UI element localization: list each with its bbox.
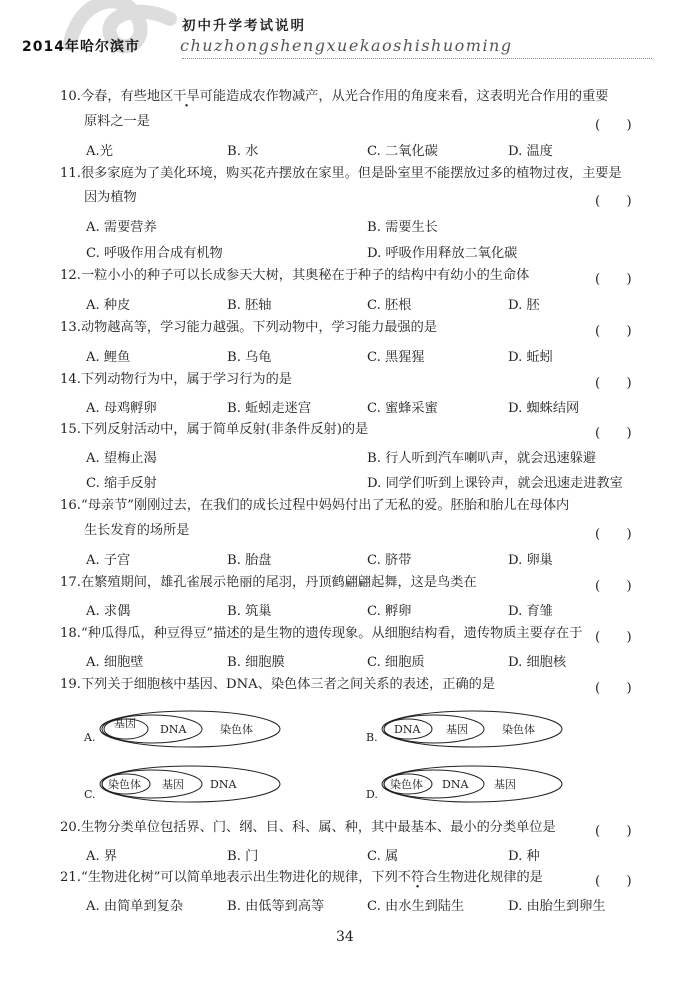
question-10-line2: 原料之一是 (84, 114, 150, 129)
question-20: 20.生物分类单位包括界、门、纲、目、科、属、种，其中最基本、最小的分类单位是 (60, 820, 556, 835)
option[interactable]: A. 求偶 (86, 604, 131, 619)
option[interactable]: C. 细胞质 (367, 655, 425, 670)
answer-paren[interactable]: ( ) (595, 194, 632, 209)
option[interactable]: B. 水 (227, 144, 259, 159)
option[interactable]: D. 蚯蚓 (508, 350, 553, 365)
header-year: 2014年哈尔滨市 (22, 39, 140, 55)
answer-paren[interactable]: ( ) (595, 681, 632, 696)
option[interactable]: A. 鲤鱼 (86, 350, 131, 365)
option[interactable]: B. 乌龟 (227, 350, 272, 365)
option[interactable]: B. 细胞膜 (227, 655, 285, 670)
option[interactable]: D. 呼吸作用释放二氧化碳 (367, 246, 518, 261)
question-13: 13.动物越高等，学习能力越强。下列动物中，学习能力最强的是 (60, 320, 438, 335)
venn-mid: DNA (160, 723, 187, 736)
option[interactable]: D. 细胞核 (508, 655, 567, 670)
answer-paren[interactable]: ( ) (595, 426, 632, 441)
answer-paren[interactable]: ( ) (595, 272, 632, 287)
option[interactable]: C. 黑猩猩 (367, 350, 425, 365)
question-12: 12.一粒小小的种子可以长成参天大树，其奥秘在于种子的结构中有幼小的生命体 (60, 268, 530, 283)
option[interactable]: B. 胚轴 (227, 298, 272, 313)
question-19: 19.下列关于细胞核中基因、DNA、染色体三者之间关系的表述，正确的是 (60, 677, 496, 692)
header-divider (182, 58, 652, 59)
option[interactable]: B. 行人听到汽车喇叭声，就会迅速躲避 (367, 451, 597, 466)
option[interactable]: C. 二氧化碳 (367, 144, 438, 159)
option[interactable]: A. 需要营养 (86, 220, 157, 235)
answer-paren[interactable]: ( ) (595, 376, 632, 391)
venn-mid: 基因 (162, 778, 184, 791)
option[interactable]: A. 界 (86, 849, 118, 864)
option-label: D. (366, 788, 378, 801)
option[interactable]: D. 种 (508, 849, 540, 864)
option[interactable]: B. 门 (227, 849, 259, 864)
option[interactable]: C. 孵卵 (367, 604, 412, 619)
option[interactable]: D. 由胎生到卵生 (508, 899, 606, 914)
question-16: 16.“母亲节”刚刚过去，在我们的成长过程中妈妈付出了无私的爱。胚胎和胎儿在母体内 (60, 498, 570, 513)
option[interactable]: A. 母鸡孵卵 (86, 401, 157, 416)
answer-paren[interactable]: ( ) (595, 874, 632, 889)
header-pinyin: chuzhongshengxuekaoshishuoming (180, 36, 513, 55)
answer-paren[interactable]: ( ) (595, 118, 632, 133)
page-number: 34 (336, 929, 354, 945)
venn-option-a[interactable] (80, 705, 340, 755)
question-18: 18.“种瓜得瓜，种豆得豆”描述的是生物的遗传现象。从细胞结构看，遗传物质主要存在于 (60, 626, 583, 641)
question-17: 17.在繁殖期间，雄孔雀展示艳丽的尾羽，丹顶鹤翩翩起舞，这是鸟类在 (60, 575, 477, 590)
option[interactable]: D. 胚 (508, 298, 540, 313)
venn-option-b[interactable] (362, 705, 622, 755)
option-label: B. (366, 731, 378, 744)
answer-paren[interactable]: ( ) (595, 527, 632, 542)
answer-paren[interactable]: ( ) (595, 579, 632, 594)
venn-inner: 基因 (114, 717, 136, 730)
question-10: 10.今春，有些地区干旱可能造成农作物减产，从光合作用的角度来看，这表明光合作用的重要 (60, 89, 609, 104)
option[interactable]: C. 由水生到陆生 (367, 899, 465, 914)
option[interactable]: C. 脐带 (367, 553, 412, 568)
question-16-line2: 生长发育的场所是 (84, 523, 190, 538)
answer-paren[interactable]: ( ) (595, 324, 632, 339)
option[interactable]: D. 蜘蛛结网 (508, 401, 580, 416)
option[interactable]: B. 筑巢 (227, 604, 272, 619)
option[interactable]: B. 胎盘 (227, 553, 272, 568)
venn-outer: 染色体 (502, 723, 535, 736)
venn-inner: 染色体 (108, 778, 141, 791)
venn-option-c[interactable] (80, 760, 340, 810)
option[interactable]: D. 卵巢 (508, 553, 553, 568)
answer-paren[interactable]: ( ) (595, 630, 632, 645)
option-label: A. (84, 731, 96, 744)
option[interactable]: A. 种皮 (86, 298, 131, 313)
emphasis-text: 不符合 (397, 870, 438, 885)
option[interactable]: D. 同学们听到上课铃声，就会迅速走进教室 (367, 476, 623, 491)
question-15: 15.下列反射活动中，属于简单反射(非条件反射)的是 (60, 422, 369, 437)
header-title: 初中升学考试说明 (182, 18, 306, 34)
option[interactable]: C. 呼吸作用合成有机物 (86, 246, 223, 261)
venn-outer: 染色体 (220, 723, 253, 736)
page-header (0, 0, 700, 72)
venn-outer: 基因 (494, 778, 516, 791)
option[interactable]: D. 温度 (508, 144, 553, 159)
option[interactable]: C. 胚根 (367, 298, 412, 313)
question-11: 11.很多家庭为了美化环境，购买花卉摆放在家里。但是卧室里不能摆放过多的植物过夜，主要是 (60, 166, 622, 181)
question-21: 21.“生物进化树”可以简单地表示出生物进化的规律，下列不符合生物进化规律的是 (60, 870, 543, 885)
venn-inner: DNA (394, 723, 421, 736)
question-11-line2: 因为植物 (84, 190, 137, 205)
venn-outer: DNA (210, 778, 237, 791)
question-14: 14.下列动物行为中，属于学习行为的是 (60, 372, 292, 387)
option[interactable]: C. 蜜蜂采蜜 (367, 401, 438, 416)
option[interactable]: D. 育雏 (508, 604, 553, 619)
option[interactable]: B. 由低等到高等 (227, 899, 325, 914)
option[interactable]: A. 由简单到复杂 (86, 899, 184, 914)
option[interactable]: A.光 (86, 144, 113, 159)
option[interactable]: B. 需要生长 (367, 220, 438, 235)
venn-option-d[interactable] (362, 760, 622, 810)
option[interactable]: C. 属 (367, 849, 399, 864)
venn-mid: 基因 (446, 723, 468, 736)
option[interactable]: A. 子宫 (86, 553, 131, 568)
option[interactable]: B. 蚯蚓走迷宫 (227, 401, 312, 416)
venn-inner: 染色体 (390, 778, 423, 791)
option[interactable]: A. 细胞壁 (86, 655, 144, 670)
emphasis-text: 干旱 (173, 89, 200, 104)
venn-mid: DNA (442, 778, 469, 791)
option[interactable]: C. 缩手反射 (86, 476, 157, 491)
option[interactable]: A. 望梅止渴 (86, 451, 157, 466)
answer-paren[interactable]: ( ) (595, 824, 632, 839)
option-label: C. (84, 788, 96, 801)
